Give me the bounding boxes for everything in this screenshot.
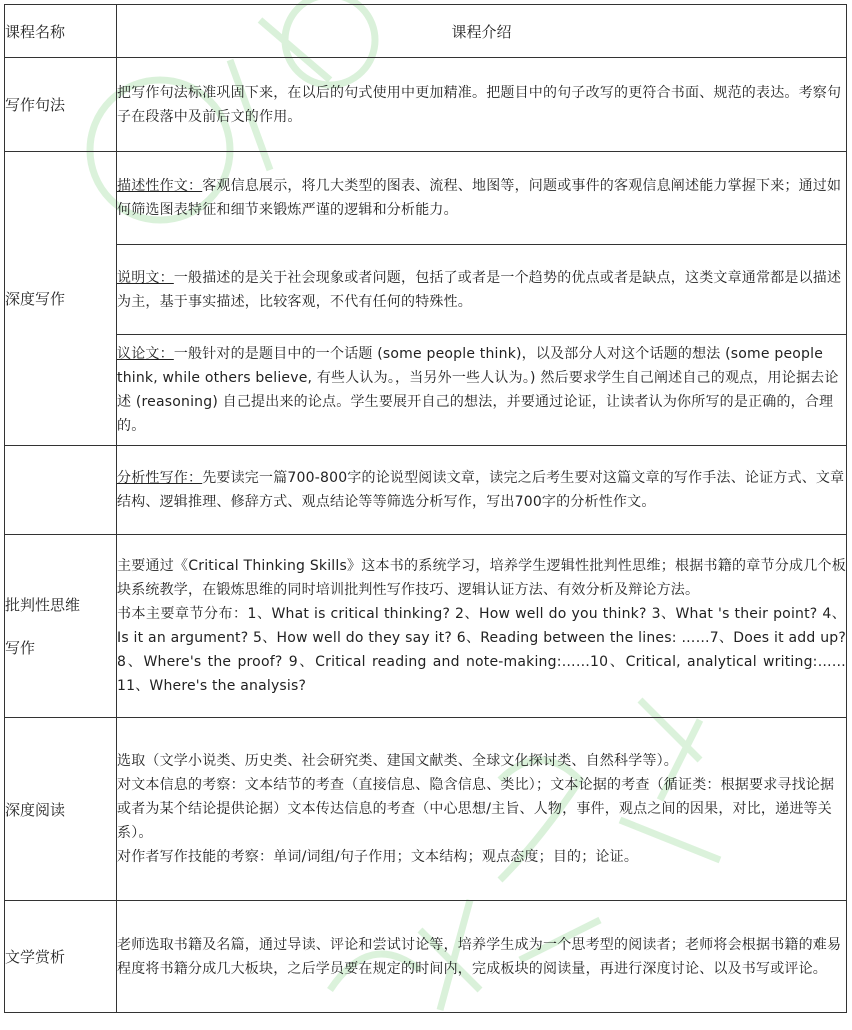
table-row (5, 152, 847, 245)
course-name-literature: 文学赏析 (5, 901, 117, 1013)
text-descriptive: 客观信息展示，将几大类型的图表、流程、地图等，问题或事件的客观信息阐述能力掌握下来；通过如何筛选图表特征和细节来锻炼严谨的逻辑和分析能力。 (117, 178, 842, 218)
table-row (5, 901, 847, 1013)
table-row (5, 335, 847, 446)
text-analytical: 先要读完一篇700-800字的论说型阅读文章，读完之后考生要对这篇文章的写作手法、论证方式、文章结构、逻辑推理、修辞方式、观点结论等等筛选分析写作，写出700字的分析性作文。 (117, 470, 845, 510)
text-expository: 一般描述的是关于社会现象或者问题，包括了或者是一个趋势的优点或者是缺点，这类文章通常都是以描述为主，基于事实描述，比较客观，不代有任何的特殊性。 (117, 269, 842, 310)
course-name-critical-line1: 批判性思维 (5, 596, 81, 614)
table-row (5, 535, 847, 718)
header-course-name: 课程名称 (5, 5, 117, 58)
deep-reading-line1: 选取（文学小说类、历史类、社会研究类、建国文献类、全球文化探讨类、自然科学等）。 (117, 753, 678, 769)
course-desc-critical-writing (117, 535, 847, 718)
course-desc-expository (117, 245, 847, 335)
label-analytical: 分析性写作： (117, 470, 203, 486)
label-descriptive: 描述性作文： (117, 178, 203, 194)
course-desc-writing-syntax: 把写作句法标准巩固下来，在以后的句式使用中更加精准。把题目中的句子改写的更符合书面、规范的表达。考察句子在段落中及前后文的作用。 (117, 58, 847, 152)
course-desc-descriptive (117, 152, 847, 245)
table-row (5, 245, 847, 335)
label-argumentative: 议论文： (117, 346, 174, 362)
course-desc-literature: 老师选取书籍及名篇，通过导读、评论和尝试讨论等，培养学生成为一个思考型的阅读者；老师将会根据书籍的难易程度将书籍分成几大板块，之后学员要在规定的时间内，完成板块的阅读量，再进行深度讨论、以及书写或评论。 (117, 901, 847, 1013)
table-row (5, 446, 847, 535)
deep-reading-line2: 对文本信息的考察：文本结节的考查（直接信息、隐含信息、类比）；文本论据的考查（循证类：根据要求寻找论据或者为某个结论提供论据）文本传达信息的考查（中心思想/主旨、人物，事件，观点之间的因果，对比，递进等关系）。 (117, 777, 835, 841)
course-name-writing-syntax: 写作句法 (5, 58, 117, 152)
course-name-deep-writing: 深度写作 (5, 152, 117, 446)
course-name-deep-reading: 深度阅读 (5, 718, 117, 901)
table-header-row (5, 5, 847, 58)
label-expository: 说明文： (117, 269, 174, 286)
critical-writing-para1: 主要通过《Critical Thinking Skills》这本书的系统学习，培养学生逻辑性批判性思维；根据书籍的章节分成几个板块系统教学，在锻炼思维的同时培训批判性写作技巧、逻辑认证方法、有效分析及辩论方法。 (117, 558, 846, 598)
course-table (4, 4, 847, 1013)
course-desc-deep-reading (117, 718, 847, 901)
header-course-intro: 课程介绍 (117, 5, 847, 58)
deep-reading-line3: 对作者写作技能的考察：单词/词组/句子作用；文本结构；观点态度；目的；论证。 (117, 849, 639, 865)
table-row (5, 58, 847, 152)
course-name-critical-line2: 写作 (5, 639, 36, 657)
text-argumentative: 一般针对的是题目中的一个话题 (some people think)，以及部分人对这个话题的想法 (some people think, while others believe, 有些人认为。，当另外一些人认为。) 然后要求学生自己阐述自己的观点，用论据去论述 (reasoning) 自己提出来的论点。学生要展开自己的想法，并要通过论证，让读者认为你所写的是正确的，合理的。 (117, 346, 839, 434)
course-name-critical-writing (5, 535, 117, 718)
course-desc-analytical (117, 446, 847, 535)
course-desc-argumentative (117, 335, 847, 446)
course-name-deep-writing-cont (5, 446, 117, 535)
table-row (5, 718, 847, 901)
critical-writing-para2: 书本主要章节分布：1、What is critical thinking? 2、How well do you think? 3、What 's their point? 4、Is it an argument? 5、How well do they say it? 6、Reading between the lines: ……7、Does it add up? 8、Where's the proof? 9、Critical reading and note-making:……10、Critical, analytical writing:…… 11、Where's the analysis? (117, 606, 846, 694)
